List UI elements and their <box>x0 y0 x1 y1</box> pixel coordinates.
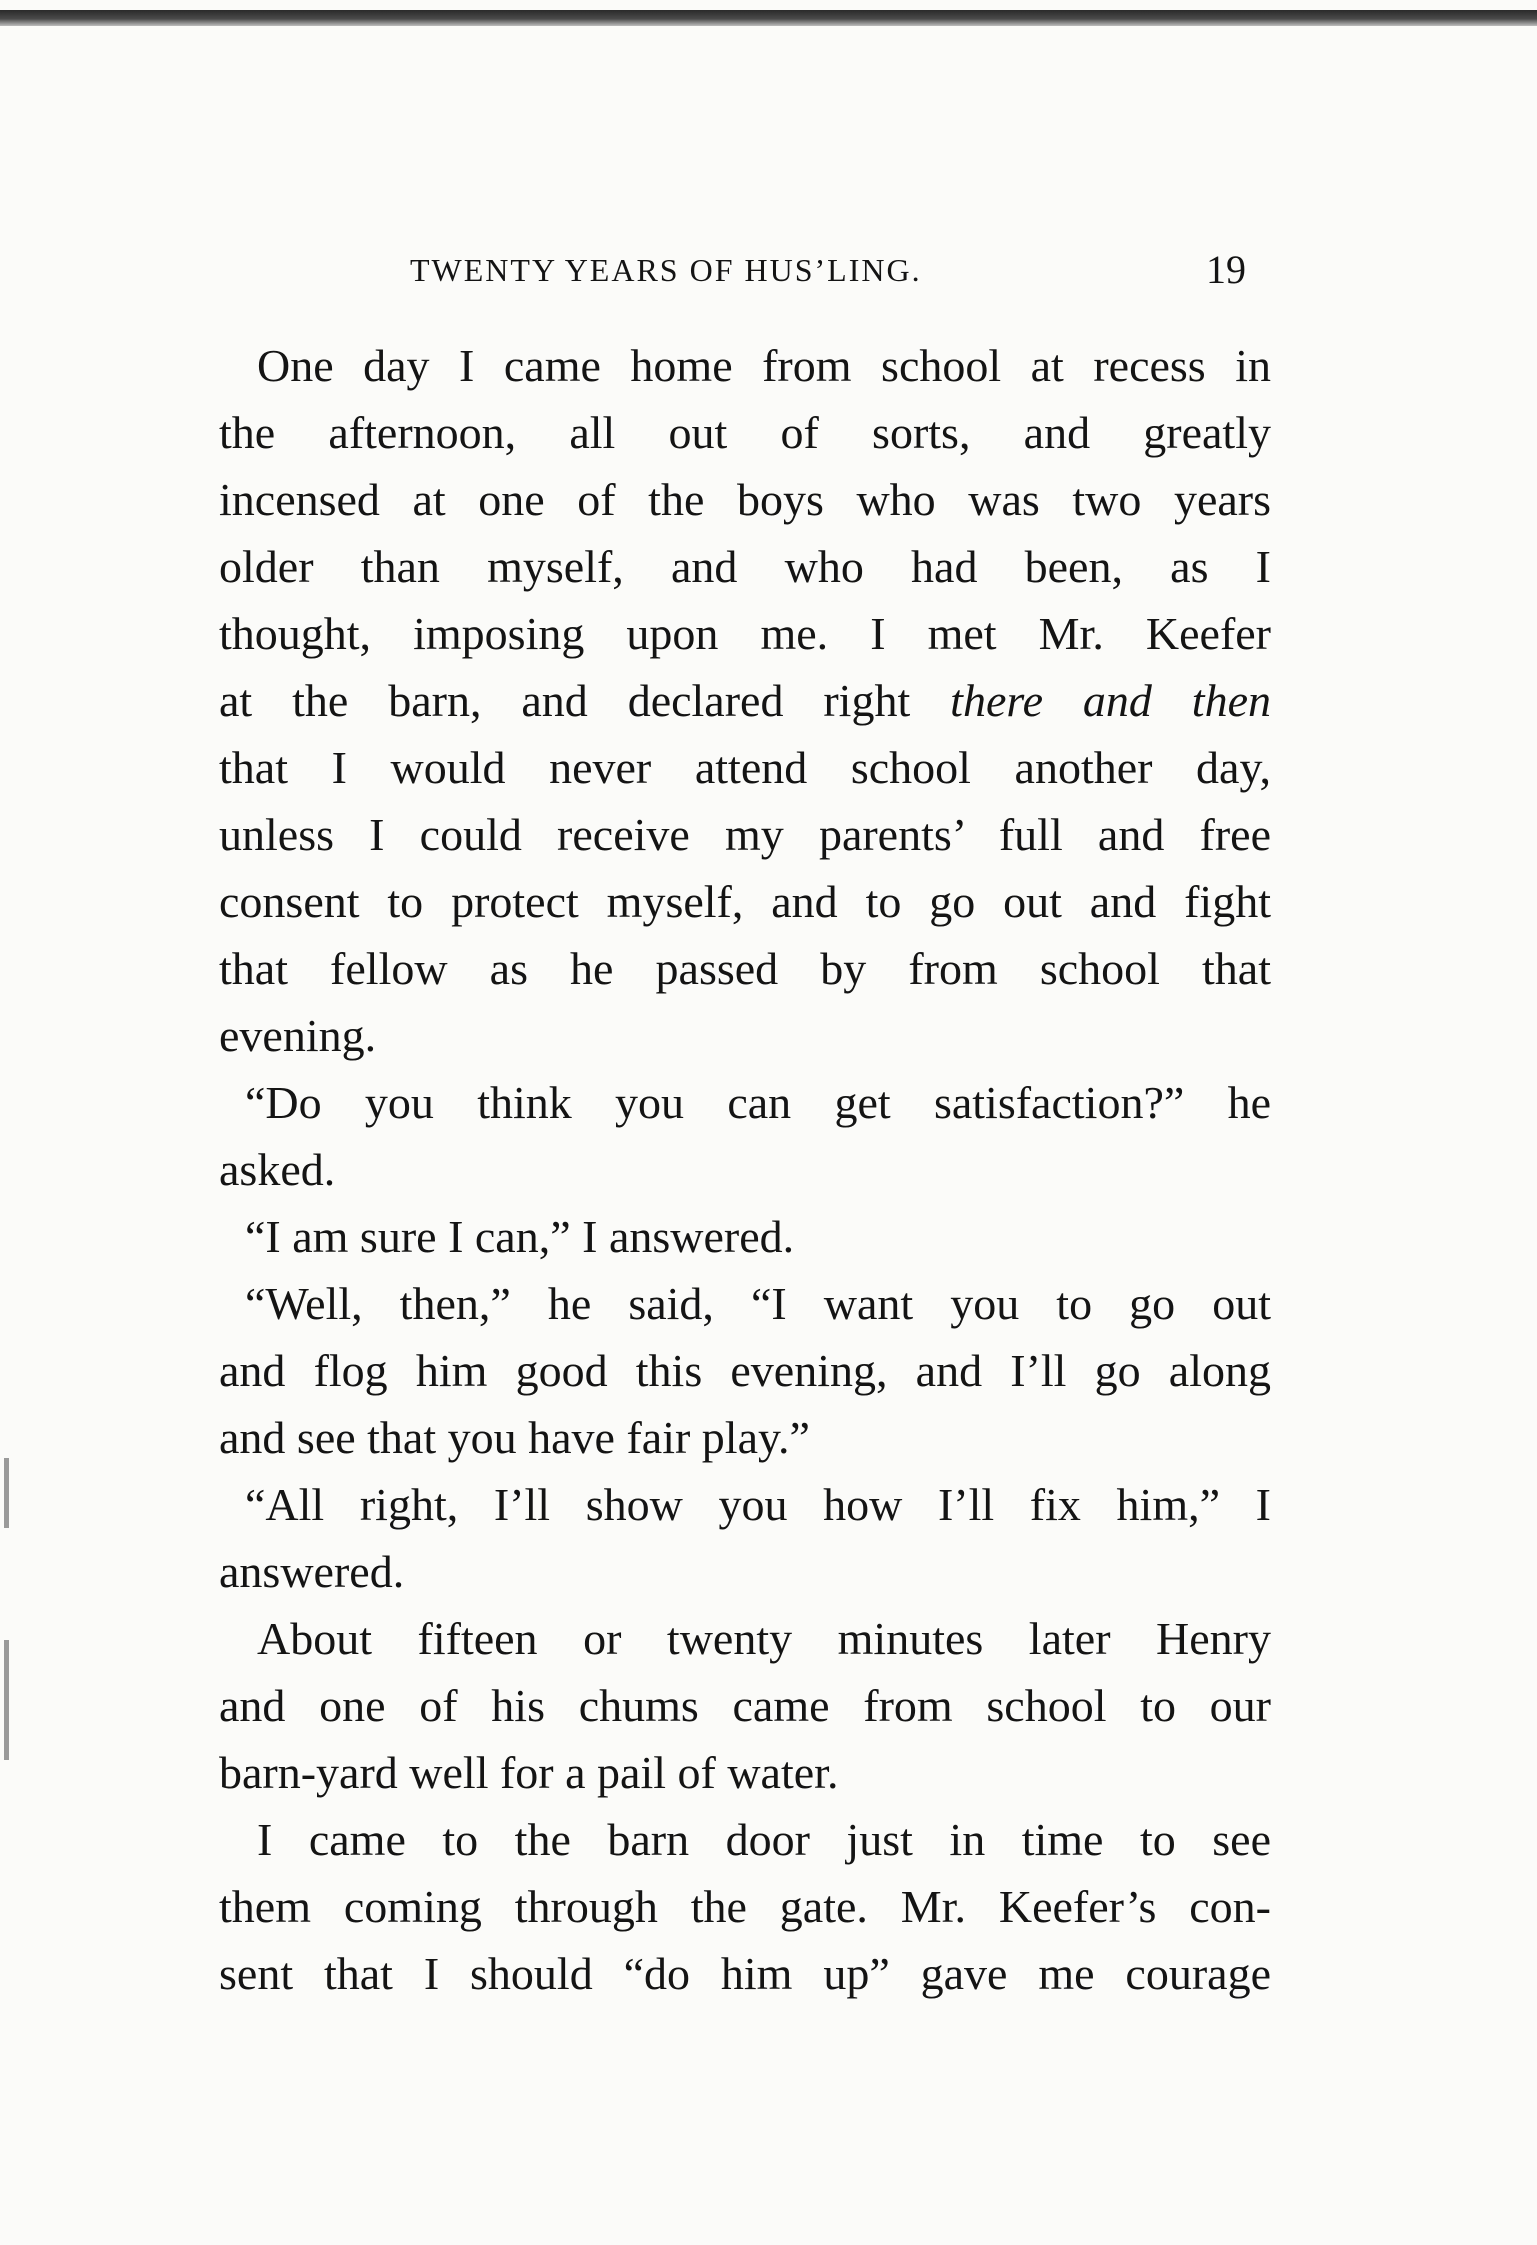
text-line: and one of his chums came from school to our <box>219 1680 1271 1731</box>
text-line: About fifteen or twenty minutes later Henry <box>257 1613 1271 1664</box>
scan-margin-mark <box>4 1640 9 1760</box>
body-text <box>219 332 1271 2007</box>
text-line <box>219 667 1271 734</box>
text-line: “Well, then,” he said, “I want you to go out <box>245 1278 1271 1329</box>
text-line: unless I could receive my parents’ full and free <box>219 809 1271 860</box>
scan-margin-mark <box>4 1458 9 1528</box>
text-line: older than myself, and who had been, as I <box>219 541 1271 592</box>
text-line: answered. <box>219 1546 405 1597</box>
text-line: sent that I should “do him up” gave me courage <box>219 1948 1271 1999</box>
text-line: consent to protect myself, and to go out and fight <box>219 876 1271 927</box>
page-header <box>398 240 1268 300</box>
page-number: 19 <box>1206 247 1246 292</box>
text-line: thought, imposing upon me. I met Mr. Keefer <box>219 608 1271 659</box>
text-line: One day I came home from school at recess in <box>257 340 1271 391</box>
text-line: evening. <box>219 1010 377 1061</box>
text-line: that fellow as he passed by from school that <box>219 943 1271 994</box>
page-top-edge <box>0 10 1537 26</box>
text-line: and flog him good this evening, and I’ll go along <box>219 1345 1271 1396</box>
text-line: “Do you think you can get satisfaction?” he <box>245 1077 1271 1128</box>
running-head: TWENTY YEARS OF HUS’LING. <box>410 252 922 288</box>
text-line: that I would never attend school another day, <box>219 742 1271 793</box>
text-line: and see that you have fair play.” <box>219 1412 810 1463</box>
text-line: asked. <box>219 1144 336 1195</box>
text-line: “I am sure I can,” I answered. <box>245 1211 795 1262</box>
text-line: incensed at one of the boys who was two years <box>219 474 1271 525</box>
text-line: barn-yard well for a pail of water. <box>219 1747 839 1798</box>
text-line-start: at the barn, and declared right <box>219 675 911 726</box>
text-line: the afternoon, all out of sorts, and greatly <box>219 407 1271 458</box>
text-line: I came to the barn door just in time to see <box>257 1814 1271 1865</box>
text-line: them coming through the gate. Mr. Keefer’s con- <box>219 1881 1271 1932</box>
italic-phrase: there and then <box>950 675 1271 726</box>
text-line: “All right, I’ll show you how I’ll fix him,” I <box>245 1479 1271 1530</box>
